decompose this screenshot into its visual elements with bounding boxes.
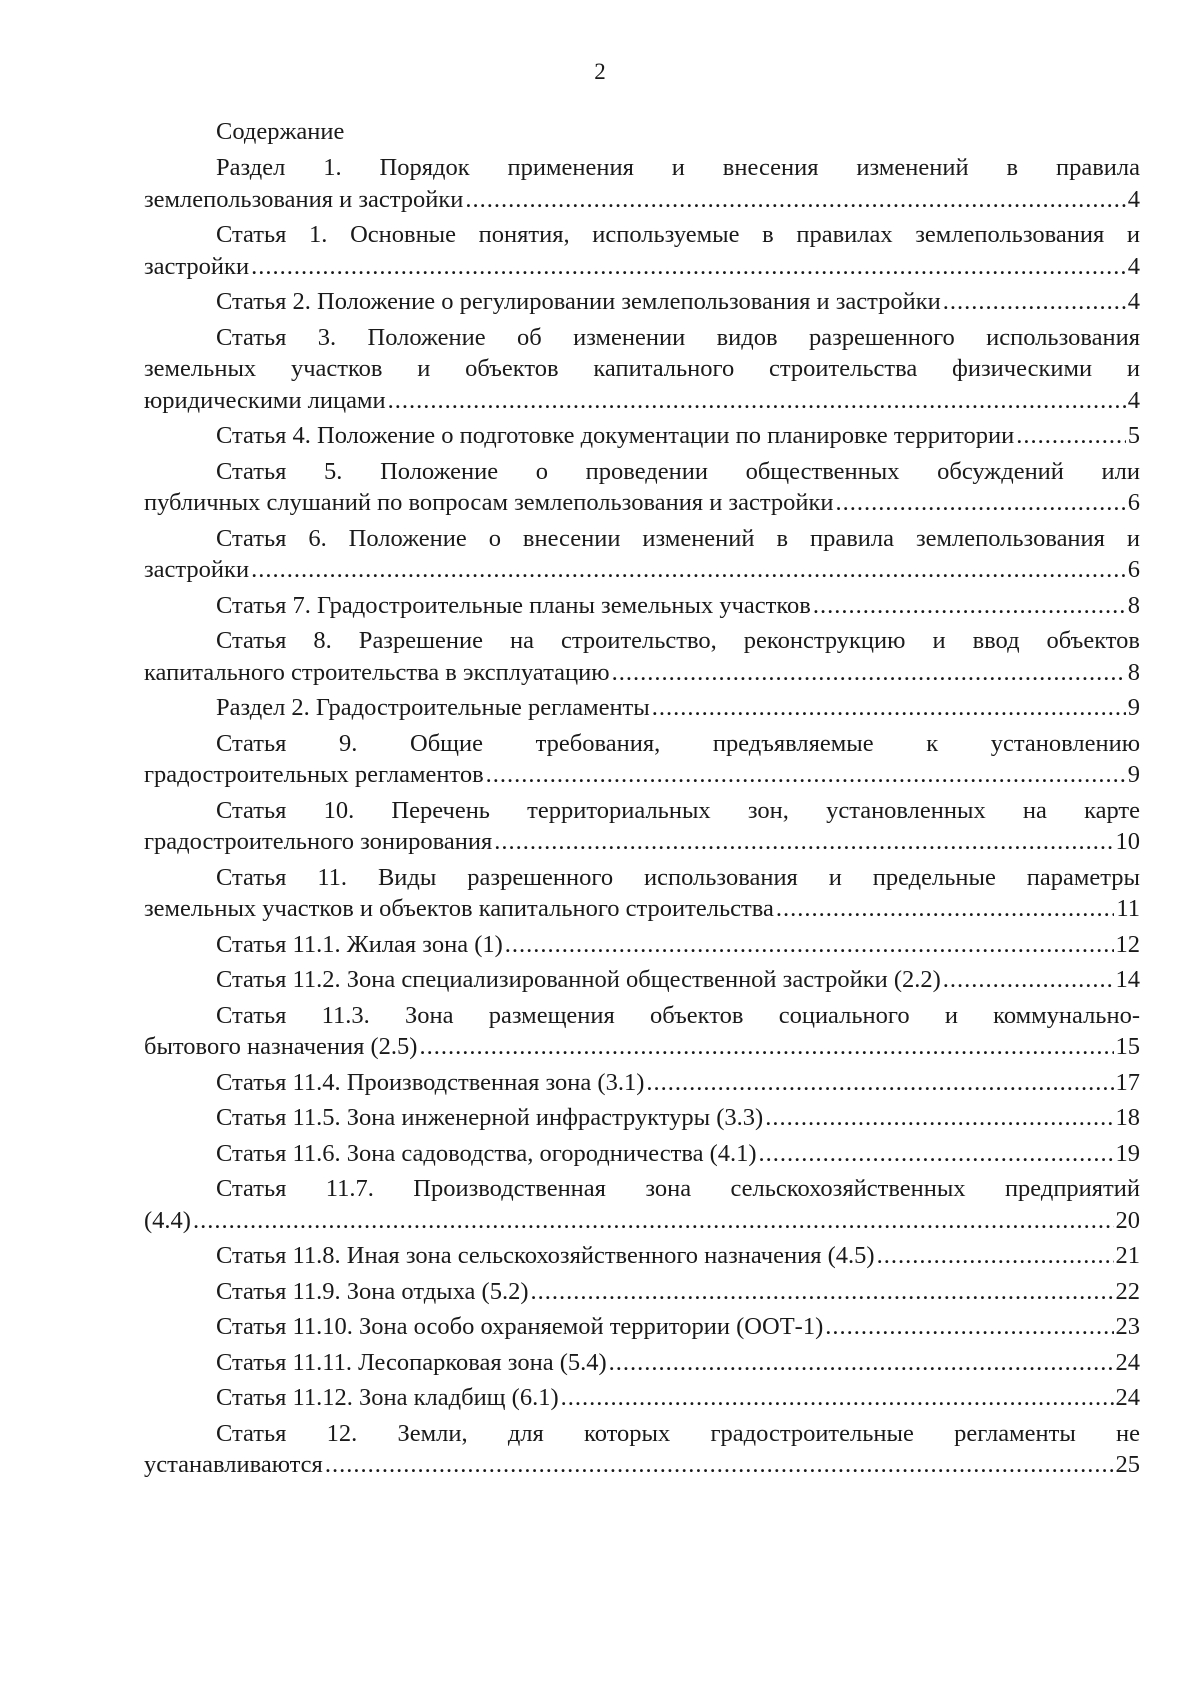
dot-leader [943,286,1126,318]
toc-entry-text: бытового назначения (2.5) [144,1033,418,1060]
toc-entry-line: Статья 11.7. Производственная зона сельскохозяйственных предприятий [216,1175,1140,1202]
page-number: 2 [594,59,606,84]
toc-entry-line: Статья 10. Перечень территориальных зон, установленных на карте [216,796,1140,824]
toc-page-number: 9 [1127,694,1140,721]
toc-entry-line [144,251,1140,283]
toc-entry[interactable] [144,795,1140,858]
toc-entry-text: Статья 11.4. Производственная зона (3.1) [216,1068,645,1096]
dot-leader [646,1067,1113,1099]
dot-leader [943,964,1114,996]
toc-entry-line: Статья 11. Виды разрешенного использования и предельные параметры [216,863,1140,891]
toc-entry-line: Статья 9. Общие требования, предъявляемые к установлению [216,729,1140,757]
toc-page-number: 19 [1115,1139,1140,1167]
toc-page-number: 12 [1115,930,1140,958]
toc-entry-line [144,1205,1140,1237]
toc-entry-line [144,826,1140,858]
toc-entry-text: Статья 11.9. Зона отдыха (5.2) [216,1277,529,1305]
toc-entry-text: Статья 4. Положение о подготовке документации по планировке территории [216,422,1015,449]
toc-entry-text: (4.4) [144,1206,191,1234]
toc-entry[interactable] [144,1102,1140,1134]
toc-page-number: 5 [1127,422,1140,449]
dot-leader [776,893,1115,925]
toc-entry[interactable] [144,420,1140,452]
toc-page-number: 18 [1115,1104,1140,1131]
toc-entry-line [144,1311,1140,1343]
toc-page-number: 8 [1127,591,1140,619]
toc-entry-text: капитального строительства в эксплуатацию [144,658,610,686]
toc-entry-line [144,964,1140,996]
toc-entry-text: Статья 11.1. Жилая зона (1) [216,930,503,958]
toc-page-number: 4 [1127,185,1140,213]
dot-leader [388,385,1126,417]
toc-entry-line: Раздел 1. Порядок применения и внесения изменений в правила [216,154,1140,181]
toc-entry[interactable] [144,322,1140,417]
dot-leader [251,251,1126,283]
toc-entry-line [144,1382,1140,1414]
toc-entry-text: Статья 11.11. Лесопарковая зона (5.4) [216,1348,607,1376]
toc-page-number: 17 [1115,1068,1140,1096]
toc-entry-text: публичных слушаний по вопросам землепользования и застройки [144,489,834,516]
toc-entry-text: Статья 11.2. Зона специализированной общественной застройки (2.2) [216,966,941,993]
toc-entry-line [144,1276,1140,1308]
dot-leader [561,1382,1114,1414]
toc-entry[interactable] [144,152,1140,215]
toc-page-number: 11 [1116,895,1140,922]
toc-page-number: 8 [1127,658,1140,686]
toc-entry[interactable] [144,590,1140,622]
toc-entry[interactable] [144,964,1140,996]
toc-page-number: 24 [1115,1348,1140,1376]
toc-entry-text: устанавливаются [144,1451,323,1478]
toc-entry[interactable] [144,523,1140,586]
dot-leader [505,929,1114,961]
toc-entry-line [144,1102,1140,1134]
toc-entry-line [144,420,1140,452]
toc-entry-line [144,1240,1140,1272]
toc-entry-line [144,692,1140,724]
dot-leader [825,1311,1113,1343]
toc-entry-line: Статья 12. Земли, для которых градостроительные регламенты не [216,1419,1140,1447]
toc-entry-text: Статья 11.12. Зона кладбищ (6.1) [216,1384,559,1411]
toc-page-number: 24 [1115,1384,1140,1411]
toc-entries [144,152,1140,1481]
toc-entry-text: Раздел 2. Градостроительные регламенты [216,694,650,721]
toc-entry-text: Статья 7. Градостроительные планы земельных участков [216,591,811,619]
toc-entry[interactable] [144,456,1140,519]
dot-leader [531,1276,1114,1308]
dot-leader [765,1102,1113,1134]
toc-entry[interactable] [144,929,1140,961]
toc-entry-line [144,286,1140,318]
toc-entry-text: градостроительного зонирования [144,828,493,855]
toc-entry-line [144,893,1140,925]
toc-entry-line [144,1449,1140,1481]
dot-leader [877,1240,1114,1272]
toc-entry-line [144,1347,1140,1379]
toc-entry-text: застройки [144,556,250,583]
toc-entry-text: Статья 11.10. Зона особо охраняемой территории (ООТ-1) [216,1313,824,1340]
toc-entry-line [144,487,1140,519]
toc-entry-line: Статья 3. Положение об изменении видов разрешенного использования [216,323,1140,351]
dot-leader [193,1205,1114,1237]
toc-page-number: 4 [1127,252,1140,280]
toc-entry-line [144,590,1140,622]
dot-leader [759,1138,1114,1170]
toc-entry-text: Статья 11.5. Зона инженерной инфраструктуры (3.3) [216,1104,764,1131]
toc-entry-line: земельных участков и объектов капитального строительства физическими и [144,355,1140,382]
dot-leader [836,487,1126,519]
dot-leader [612,657,1126,689]
toc-entry[interactable] [144,219,1140,282]
toc-page-number: 22 [1115,1277,1140,1305]
toc-entry[interactable] [144,1067,1140,1099]
toc-page-number: 9 [1127,761,1140,788]
toc-entry-line [144,184,1140,216]
dot-leader [609,1347,1114,1379]
toc-entry-text: юридическими лицами [144,386,386,414]
dot-leader [494,826,1113,858]
toc-entry-line [144,1138,1140,1170]
toc-entry[interactable] [144,1418,1140,1481]
dot-leader [486,759,1126,791]
toc-entry[interactable] [144,1382,1140,1414]
toc-entry-line [144,759,1140,791]
toc-page-number: 25 [1115,1451,1140,1478]
toc-page-number: 10 [1115,828,1140,855]
toc-entry[interactable] [144,692,1140,724]
dot-leader [251,554,1126,586]
toc-entry[interactable] [144,728,1140,791]
toc-entry[interactable] [144,1138,1140,1170]
toc-page-number: 14 [1115,966,1140,993]
toc-entry-line: Статья 1. Основные понятия, используемые в правилах землепользования и [216,221,1140,248]
toc-entry-line [144,929,1140,961]
toc-page-number: 6 [1127,556,1140,583]
toc-page-number: 20 [1115,1206,1140,1234]
toc-entry-line: Статья 5. Положение о проведении общественных обсуждений или [216,457,1140,485]
toc-entry[interactable] [144,625,1140,688]
toc-entry-line [144,385,1140,417]
toc-page-number: 15 [1115,1033,1140,1060]
toc-entry-text: застройки [144,252,250,280]
toc-entry-line: Статья 6. Положение о внесении изменений в правила землепользования и [216,524,1140,552]
table-of-contents [144,116,1140,1485]
toc-entry-text: Статья 11.8. Иная зона сельскохозяйственного назначения (4.5) [216,1242,875,1269]
toc-entry-line [144,554,1140,586]
toc-entry[interactable] [144,1240,1140,1272]
toc-entry-line [144,1067,1140,1099]
toc-entry[interactable] [144,1347,1140,1379]
toc-entry-line [144,1031,1140,1063]
toc-entry-text: земельных участков и объектов капитального строительства [144,895,774,922]
toc-page-number: 6 [1127,489,1140,516]
toc-entry-line [144,657,1140,689]
toc-entry[interactable] [144,1276,1140,1308]
dot-leader [652,692,1126,724]
dot-leader [813,590,1126,622]
toc-entry[interactable] [144,1311,1140,1343]
toc-entry-text: землепользования и застройки [144,185,464,213]
toc-entry[interactable] [144,862,1140,925]
toc-page-number: 23 [1115,1313,1140,1340]
toc-entry[interactable] [144,286,1140,318]
toc-entry[interactable] [144,1173,1140,1236]
dot-leader [465,184,1125,216]
toc-entry[interactable] [144,1000,1140,1063]
dot-leader [1016,420,1126,452]
toc-entry-text: Статья 11.6. Зона садоводства, огородничества (4.1) [216,1139,757,1167]
toc-entry-text: Статья 2. Положение о регулировании землепользования и застройки [216,288,941,315]
dot-leader [419,1031,1113,1063]
toc-page-number: 4 [1127,386,1140,414]
toc-page-number: 21 [1115,1242,1140,1269]
toc-entry-text: градостроительных регламентов [144,761,484,788]
toc-entry-line: Статья 11.3. Зона размещения объектов социального и коммунально- [216,1001,1140,1029]
toc-page-number: 4 [1127,288,1140,315]
toc-entry-line: Статья 8. Разрешение на строительство, реконструкцию и ввод объектов [216,627,1140,654]
dot-leader [325,1449,1114,1481]
toc-title: Содержание [216,118,345,145]
